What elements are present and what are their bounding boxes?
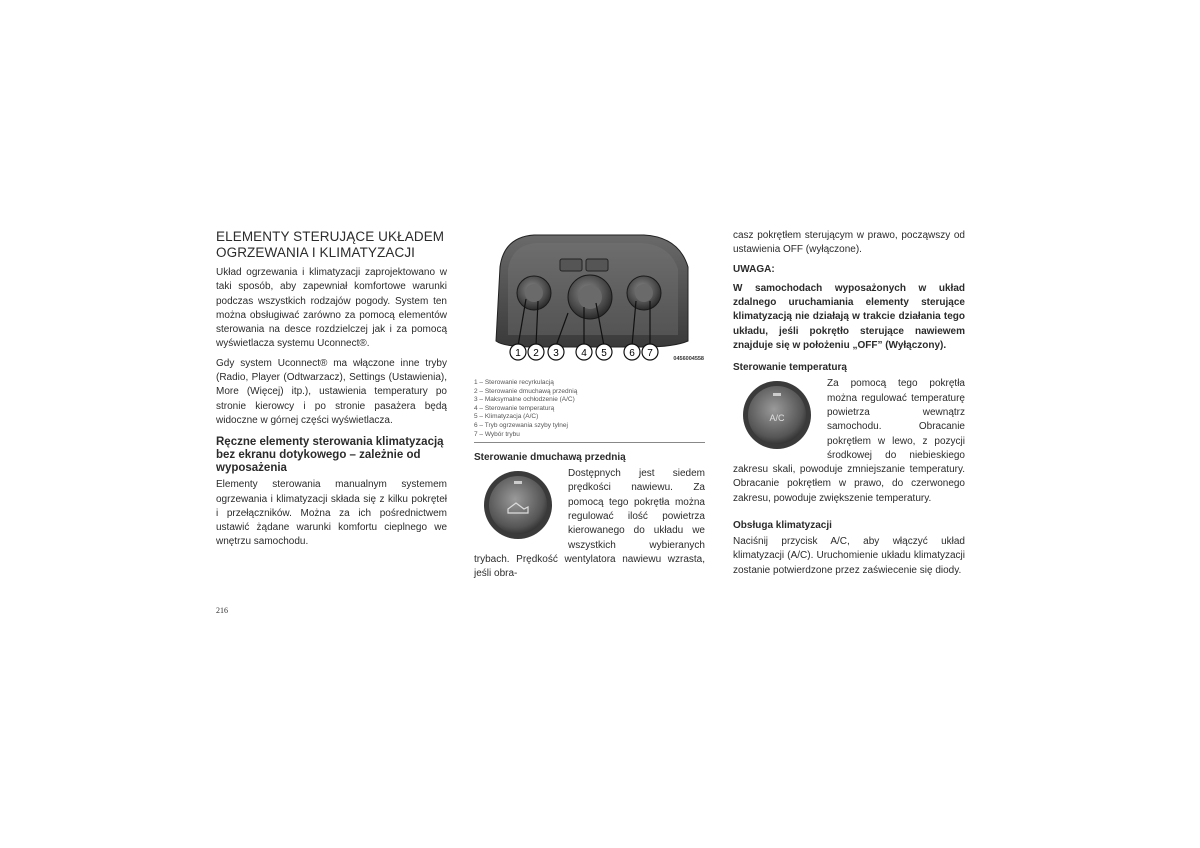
svg-text:5: 5	[601, 348, 607, 359]
ac-knob-image	[733, 379, 821, 451]
warning-title: UWAGA:	[733, 263, 775, 275]
legend-item: 7 – Wybór trybu	[474, 430, 520, 438]
legend-item: 4 – Sterowanie temperaturą	[474, 404, 555, 412]
svg-text:2: 2	[533, 348, 539, 359]
temperature-paragraph: Za pomocą tego pokrętła można regulować temperaturę powietrza wewnątrz samochodu. Obracanie pokrętłem w lewo, z pozycji środkowej do niebieskiego zakresu skali, powoduje zmniejszanie temperatury. Obracanie pokrętłem w prawo, do czerwonego zakresu, powoduje zwiększenie temperatury.	[733, 378, 965, 504]
blower-knob-image	[474, 469, 562, 541]
section-heading: ELEMENTY STERUJĄCE UKŁADEM OGRZEWANIA I KLIMATYZACJI	[216, 229, 445, 260]
svg-text:3: 3	[553, 348, 559, 359]
blower-knob-icon	[474, 469, 562, 541]
figure-id: 0456004558	[673, 356, 704, 362]
callout-1	[510, 344, 526, 360]
legend-item: 3 – Maksymalne ochłodzenie (A/C)	[474, 396, 575, 404]
manual-controls-paragraph: Elementy sterowania manualnym systemem ogrzewania i klimatyzacji składa się z kilku pokręteł i przełączników. Można za ich pośrednictwem ustawić żądane warunki komfortu cieplnego we wnętrzu samochodu.	[216, 479, 447, 548]
callout-6	[624, 344, 640, 360]
legend-item: 6 – Tryb ogrzewania szyby tylnej	[474, 421, 568, 429]
svg-text:4: 4	[581, 348, 587, 359]
uconnect-paragraph: Gdy system Uconnect® ma włączone inne tryby (Radio, Player (Odtwarzacz), Settings (Ustawienia), More (Więcej) itp.), ustawienia temperatury po stronie kierowcy i po stronie pasażera będą widoczne w górnej części wyświetlacza.	[216, 357, 447, 426]
svg-text:7: 7	[647, 348, 653, 359]
right-column	[733, 229, 965, 583]
callout-2	[528, 344, 544, 360]
legend-item: 5 – Klimatyzacja (A/C)	[474, 413, 539, 421]
legend-divider	[474, 442, 705, 443]
callout-7	[642, 344, 658, 360]
blower-heading: Sterowanie dmuchawą przednią	[474, 452, 626, 464]
manual-controls-heading: Ręczne elementy sterowania klimatyzacją bez ekranu dotykowego – zależnie od wyposażenia	[216, 436, 444, 475]
legend-item: 2 – Sterowanie dmuchawą przednią	[474, 387, 578, 395]
climate-panel-illustration	[474, 229, 705, 377]
warning-text: W samochodach wyposażonych w układ zdalnego uruchamiania elementy sterujące klimatyzacją nie działają w trakcie działania tego układu, jeśli pokrętło sterujące nawiewem znajduje się w położeniu „OFF” (Wyłączony).	[733, 282, 965, 352]
middle-column	[474, 229, 705, 587]
callout-5	[596, 344, 612, 360]
ac-knob-icon	[733, 379, 821, 451]
ac-heading: Obsługa klimatyzacji	[733, 520, 832, 532]
climate-panel-figure	[474, 229, 705, 377]
left-column	[216, 229, 447, 555]
ac-paragraph: Naciśnij przycisk A/C, aby włączyć układ klimatyzacji (A/C). Uruchomienie układu klimatyzacji zostanie potwierdzone przez zaświecenie się diody.	[733, 536, 965, 576]
callout-3	[548, 344, 564, 360]
svg-text:6: 6	[629, 348, 635, 359]
page-number: 216	[216, 606, 228, 615]
ac-knob-label: A/C	[769, 413, 785, 424]
legend-item: 1 – Sterowanie recyrkulacją	[474, 379, 554, 386]
callout-markers	[510, 344, 658, 360]
svg-text:1: 1	[515, 348, 521, 359]
blower-continued-paragraph: casz pokrętłem sterującym w prawo, począwszy od ustawienia OFF (wyłączone).	[733, 230, 965, 256]
blower-paragraph: Dostępnych jest siedem prędkości nawiewu. Za pomocą tego pokrętła można regulować ilość powietrza kierowanego do układu we wszystkich wybieranych trybach. Prędkość wentylatora nawiewu wzrasta, jeśli obra-	[474, 468, 705, 580]
temperature-heading: Sterowanie temperaturą	[733, 362, 847, 374]
callout-4	[576, 344, 592, 360]
intro-paragraph: Układ ogrzewania i klimatyzacji zaprojektowano w taki sposób, aby zapewniał komfortowe warunki podczas wszystkich rodzajów pogody. System ten można obsługiwać zarówno za pomocą elementów sterowania na desce rozdzielczej jak i za pomocą wyświetlacza systemu Uconnect®.	[216, 267, 447, 350]
figure-legend	[474, 379, 705, 439]
